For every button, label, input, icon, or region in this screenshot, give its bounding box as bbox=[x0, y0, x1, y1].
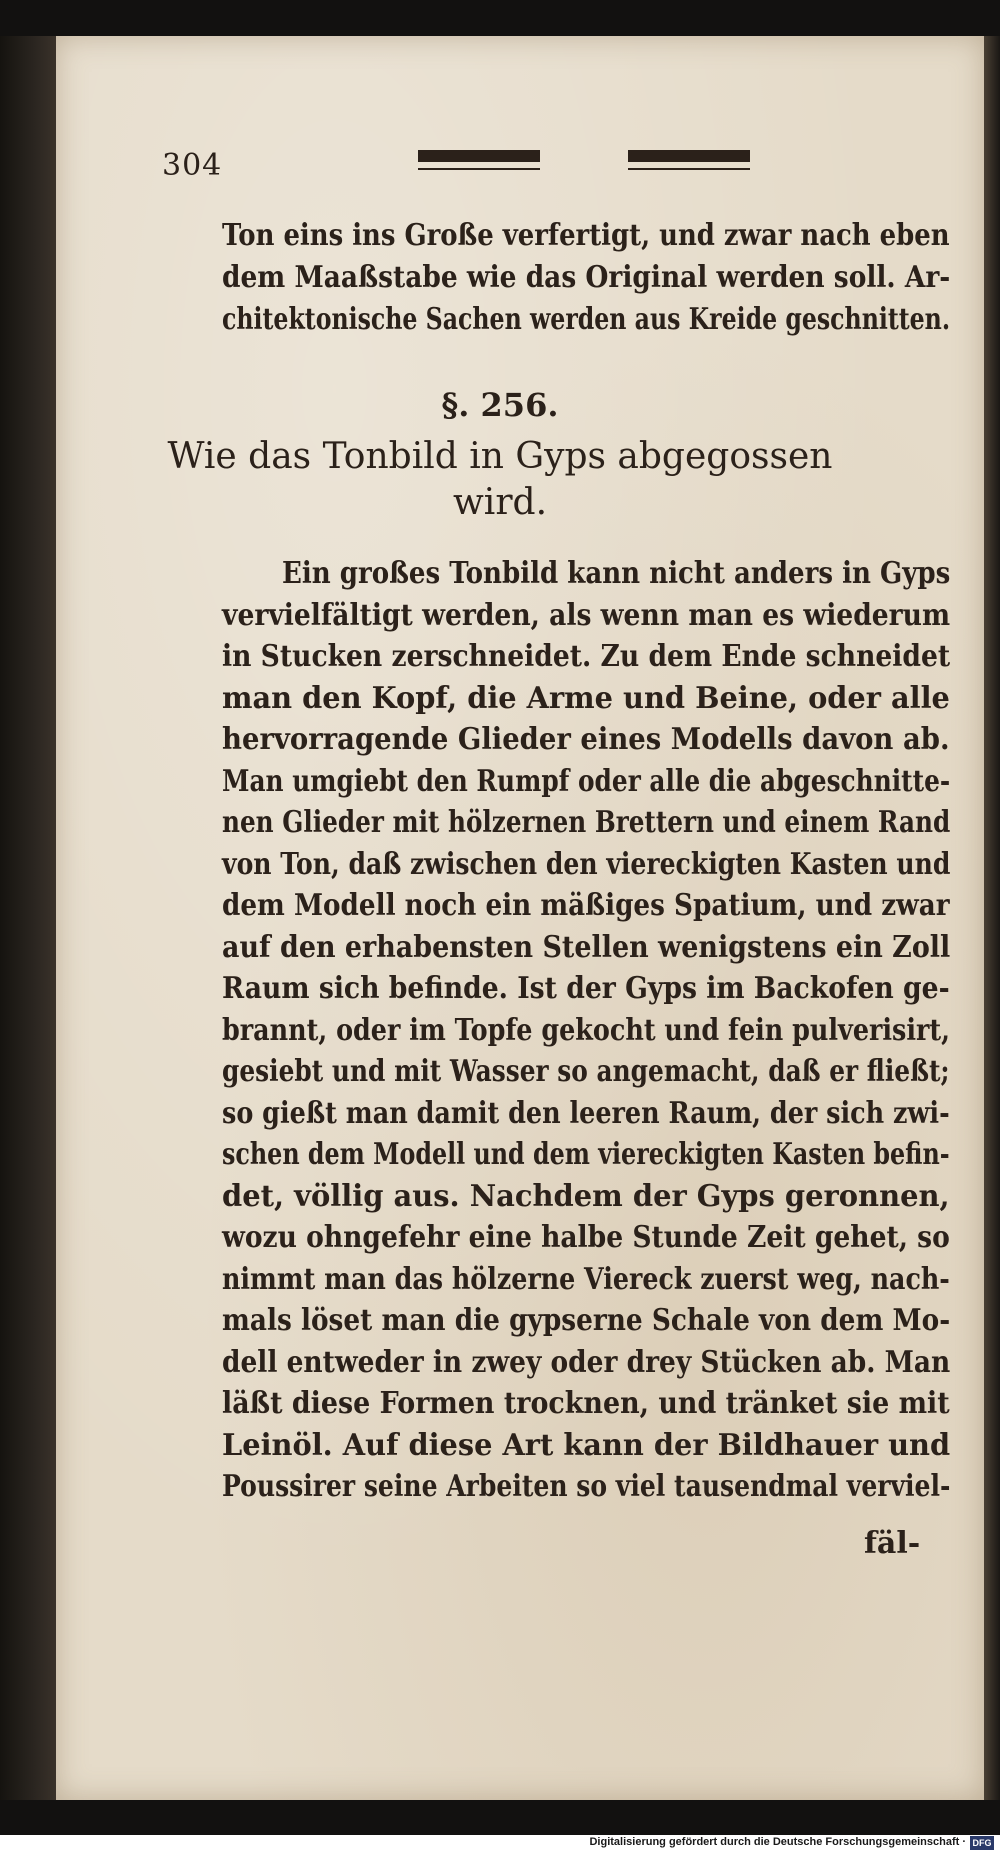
paragraph-line: Man umgiebt den Rumpf oder alle die abgeschnitte- bbox=[222, 763, 951, 799]
paragraph-line: auf den erhabensten Stellen wenigstens ein Zoll bbox=[222, 929, 951, 965]
paragraph-line: brannt, oder im Topfe gekocht und fein pulverisirt, bbox=[222, 1012, 951, 1048]
paragraph-line: Leinöl. Auf diese Art kann der Bildhauer und bbox=[222, 1427, 951, 1463]
text-line: chitektonische Sachen werden aus Kreide geschnitten. bbox=[222, 302, 951, 337]
paragraph-line: Ein großes Tonbild kann nicht anders in Gyps bbox=[282, 556, 951, 591]
paragraph-line: nimmt man das hölzerne Viereck zuerst weg, nach- bbox=[222, 1261, 950, 1297]
page-number: 304 bbox=[162, 148, 223, 183]
paragraph-line: in Stucken zerschneidet. Zu dem Ende schneidet bbox=[222, 639, 951, 674]
page-right-edge bbox=[984, 36, 1000, 1816]
text-line: dem Maaßstabe wie das Original werden soll. Ar- bbox=[222, 260, 951, 295]
header-ornament-right bbox=[628, 146, 750, 176]
book-spine-edge bbox=[0, 36, 56, 1806]
section-heading: Wie das Tonbild in Gyps abgegossen bbox=[167, 436, 833, 477]
paragraph-line: nen Glieder mit hölzernen Brettern und einem Rand bbox=[222, 805, 951, 840]
dfg-logo: DFG bbox=[970, 1836, 994, 1850]
catchword: fäl- bbox=[864, 1526, 921, 1561]
paragraph-line: hervorragende Glieder eines Modells davon ab. bbox=[222, 722, 950, 757]
paragraph-line: Poussirer seine Arbeiten so viel tausendmal verviel- bbox=[222, 1469, 951, 1504]
scan-top-edge bbox=[0, 0, 1000, 36]
text-line: Ton eins ins Große verfertigt, und zwar nach eben bbox=[222, 218, 950, 253]
digitization-credit: Digitalisierung gefördert durch die Deutsche Forschungsgemeinschaft · bbox=[589, 1836, 966, 1848]
section-number: §. 256. bbox=[441, 386, 559, 424]
section-heading-continued: wird. bbox=[452, 482, 548, 523]
paragraph-line: dell entweder in zwey oder drey Stücken ab. Man bbox=[222, 1344, 951, 1380]
scan-bottom-edge bbox=[0, 1800, 1000, 1835]
paragraph-line: läßt diese Formen trocknen, und tränket sie mit bbox=[222, 1386, 950, 1421]
paragraph-line: dem Modell noch ein mäßiges Spatium, und zwar bbox=[222, 888, 950, 923]
paragraph-line: vervielfältigt werden, als wenn man es wiederum bbox=[222, 597, 951, 633]
paragraph-line: Raum sich befinde. Ist der Gyps im Backofen ge- bbox=[222, 971, 950, 1006]
paragraph-line: wozu ohngefehr eine halbe Stunde Zeit gehet, so bbox=[222, 1220, 950, 1255]
header-ornament-left bbox=[418, 146, 540, 176]
paragraph-line: gesiebt und mit Wasser so angemacht, daß er fließt; bbox=[222, 1054, 950, 1089]
paragraph-line: von Ton, daß zwischen den viereckigten Kasten und bbox=[222, 846, 951, 882]
paragraph-line: det, völlig aus. Nachdem der Gyps geronnen, bbox=[222, 1178, 950, 1214]
paragraph-line: schen dem Modell und dem viereckigten Kasten befin- bbox=[222, 1137, 950, 1172]
paragraph-line: man den Kopf, die Arme und Beine, oder alle bbox=[222, 680, 950, 716]
paragraph-line: so gießt man damit den leeren Raum, der sich zwi- bbox=[222, 1095, 950, 1131]
paragraph-line: mals löset man die gypserne Schale von dem Mo- bbox=[222, 1303, 951, 1338]
